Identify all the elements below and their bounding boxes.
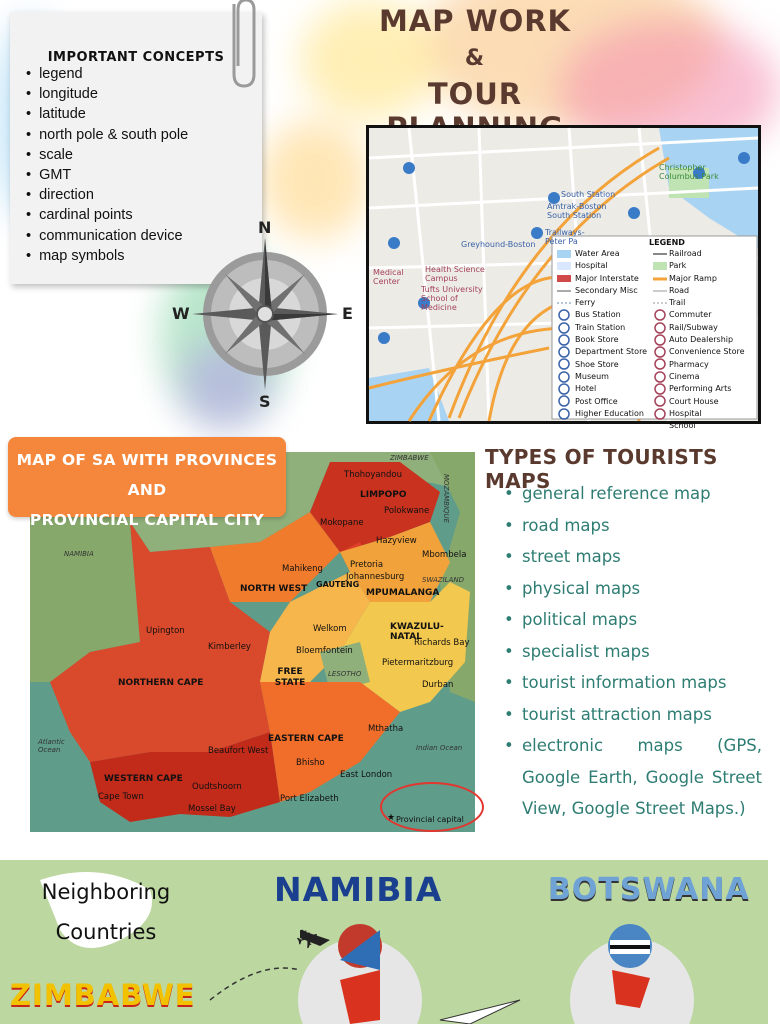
airplane-icon: ✈: [291, 918, 325, 959]
map-neighbor-label: Atlantic Ocean: [38, 738, 65, 754]
province-label: GAUTENG: [316, 580, 360, 589]
legend-item: Higher Education: [575, 408, 644, 418]
map-label-greyhound: Greyhound-Boston: [461, 240, 536, 249]
legend-title: LEGEND: [649, 238, 685, 247]
concept-item: • longitude: [26, 84, 188, 104]
compass-north: N: [258, 218, 272, 237]
paperclip-icon: [222, 0, 262, 92]
legend-item: Auto Dealership: [669, 335, 734, 345]
city-label: Thohoyandou: [344, 470, 402, 480]
legend-item: Cinema: [669, 371, 700, 381]
city-label: Cape Town: [98, 792, 144, 802]
map-label-tufts: Tufts University School of Medicine: [421, 285, 483, 312]
types-list: [500, 478, 762, 825]
badge-line-1: MAP OF SA WITH PROVINCES AND: [16, 451, 278, 499]
legend-item: Ferry: [575, 298, 596, 308]
city-label: Hazyview: [376, 536, 417, 546]
title-line-3: TOUR: [427, 77, 523, 111]
map-label-medical-center: Medical Center: [373, 268, 404, 286]
types-item: • tourist information maps: [500, 667, 762, 699]
province-label: NORTHERN CAPE: [118, 678, 204, 688]
title-line-1: MAP WORK: [378, 4, 572, 38]
province-label: MPUMALANGA: [366, 588, 440, 598]
concept-item: • map symbols: [26, 246, 188, 266]
city-label: Johannesburg: [346, 572, 405, 582]
concepts-heading: IMPORTANT CONCEPTS: [47, 50, 225, 65]
map-neighbor-label: ZIMBABWE: [390, 454, 429, 462]
map-neighbor-label: SWAZILAND: [422, 576, 464, 584]
neighbors-heading: [40, 872, 172, 952]
concept-item: • legend: [26, 64, 188, 84]
city-label: Richards Bay: [414, 638, 470, 648]
compass-west: W: [172, 304, 190, 323]
legend-symbols: [557, 248, 757, 420]
legend-item: Water Area: [575, 249, 620, 258]
legend-item: Railroad: [669, 249, 702, 258]
map-label-health-science: Health Science Campus: [425, 265, 485, 283]
map-label-trailways: Trailways-Peter Pa: [545, 228, 585, 246]
city-label: East London: [340, 770, 393, 780]
compass-east: E: [342, 304, 353, 323]
city-label: Mokopane: [320, 518, 364, 528]
map-label-columbus-park: Christopher Columbus Park: [659, 163, 719, 181]
concept-item: • communication device: [26, 226, 188, 246]
country-namibia: NAMIBIA: [274, 870, 443, 909]
legend-item: Commuter Rail/Subway: [669, 310, 718, 332]
types-heading: TYPES OF TOURISTS MAPS: [485, 445, 718, 493]
legend-item: Trail: [669, 298, 686, 308]
concept-item: • latitude: [26, 104, 188, 124]
map-label-amtrak: Amtrak-Boston South Station: [547, 202, 607, 220]
city-label: Oudtshoorn: [192, 782, 242, 792]
concept-item: • north pole & south pole: [26, 125, 188, 145]
map-neighbor-label: Indian Ocean: [416, 744, 463, 752]
legend-item: Pharmacy: [669, 359, 709, 369]
city-label: Durban: [422, 680, 454, 690]
types-item: • road maps: [500, 510, 762, 542]
legend-item: Book Store: [575, 335, 619, 345]
legend-item: Shoe Store: [575, 359, 619, 369]
city-label: Pietermaritzburg: [382, 658, 454, 668]
legend-item: Hospital: [669, 408, 702, 418]
concept-item: • direction: [26, 185, 188, 205]
city-label: Mossel Bay: [188, 804, 236, 814]
legend-item: Hospital: [575, 261, 608, 271]
legend-item: Bus Station: [575, 310, 621, 320]
city-label: Pretoria: [350, 560, 384, 570]
legend-item: Museum: [575, 371, 609, 381]
compass-south: S: [259, 392, 271, 411]
street-map-legend: [555, 236, 755, 431]
types-item: • specialist maps: [500, 636, 762, 668]
neighbors-heading-line-2: Countries: [55, 920, 157, 944]
concept-item: • scale: [26, 145, 188, 165]
street-map: [366, 125, 761, 431]
star-icon: ★: [387, 813, 396, 823]
province-label: EASTERN CAPE: [268, 734, 344, 744]
compass-rose: [168, 218, 362, 412]
map-label-south-station: South Station: [561, 190, 616, 199]
city-label: Welkom: [313, 624, 347, 634]
legend-item: Convenience Store: [669, 347, 745, 357]
concepts-list: [26, 64, 188, 266]
province-label: FREE STATE: [274, 667, 306, 688]
city-label: Polokwane: [384, 506, 430, 516]
city-label: Kimberley: [208, 642, 251, 652]
legend-item: School: [669, 421, 696, 431]
concept-item: • GMT: [26, 165, 188, 185]
map-neighbor-label: LESOTHO: [328, 670, 362, 678]
city-label: Bhisho: [296, 758, 325, 768]
province-label: NORTH WEST: [240, 584, 308, 594]
legend-item: Court House: [669, 396, 719, 406]
province-label: LIMPOPO: [360, 490, 407, 500]
city-label: Bloemfontein: [296, 646, 353, 656]
province-label: WESTERN CAPE: [104, 774, 183, 784]
legend-item: Major Ramp: [669, 273, 717, 283]
types-item: • physical maps: [500, 573, 762, 605]
page-title: [340, 4, 610, 145]
legend-item: Park: [669, 261, 687, 271]
types-item: • general reference map: [500, 478, 762, 510]
badge-line-2: PROVINCIAL CAPITAL CITY: [29, 511, 265, 529]
city-label: Port Elizabeth: [280, 794, 339, 804]
types-item: • political maps: [500, 604, 762, 636]
city-label: Mahikeng: [282, 564, 323, 574]
provincial-capital-legend: [380, 782, 484, 832]
map-neighbor-label: MOZAMBIQUE: [442, 474, 450, 524]
concept-item: • cardinal points: [26, 205, 188, 225]
sa-map-title-badge: [8, 437, 286, 529]
neighbors-heading-line-1: Neighboring: [41, 880, 171, 904]
legend-item: Road: [669, 285, 690, 295]
types-item: • street maps: [500, 541, 762, 573]
neighboring-countries-band: [0, 860, 768, 1024]
legend-item: Hotel: [575, 384, 597, 394]
legend-item: Performing Arts: [669, 384, 732, 394]
legend-provincial-capital: Provincial capital: [396, 815, 464, 824]
legend-item: Secondary Misc: [575, 285, 638, 295]
city-label: Mbombela: [422, 550, 467, 560]
province-label: KWAZULU-NATAL: [390, 622, 444, 642]
country-zimbabwe: ZIMBABWE: [10, 978, 196, 1012]
legend-item: Department Store: [575, 347, 648, 357]
legend-item: Train Station: [575, 322, 626, 332]
legend-item: Major Interstate: [575, 273, 639, 283]
title-line-2: &: [464, 46, 486, 71]
types-item: • electronic maps (GPS, Google Earth, Google Street View, Google Street Maps.): [500, 730, 762, 825]
city-label: Mthatha: [368, 724, 404, 734]
types-item: • tourist attraction maps: [500, 699, 762, 731]
compass-icon: [168, 218, 362, 412]
map-neighbor-label: NAMIBIA: [64, 550, 94, 558]
city-label: Beaufort West: [208, 746, 269, 756]
country-botswana: BOTSWANA: [548, 872, 750, 907]
city-label: Upington: [146, 626, 185, 636]
legend-item: Post Office: [575, 396, 618, 406]
